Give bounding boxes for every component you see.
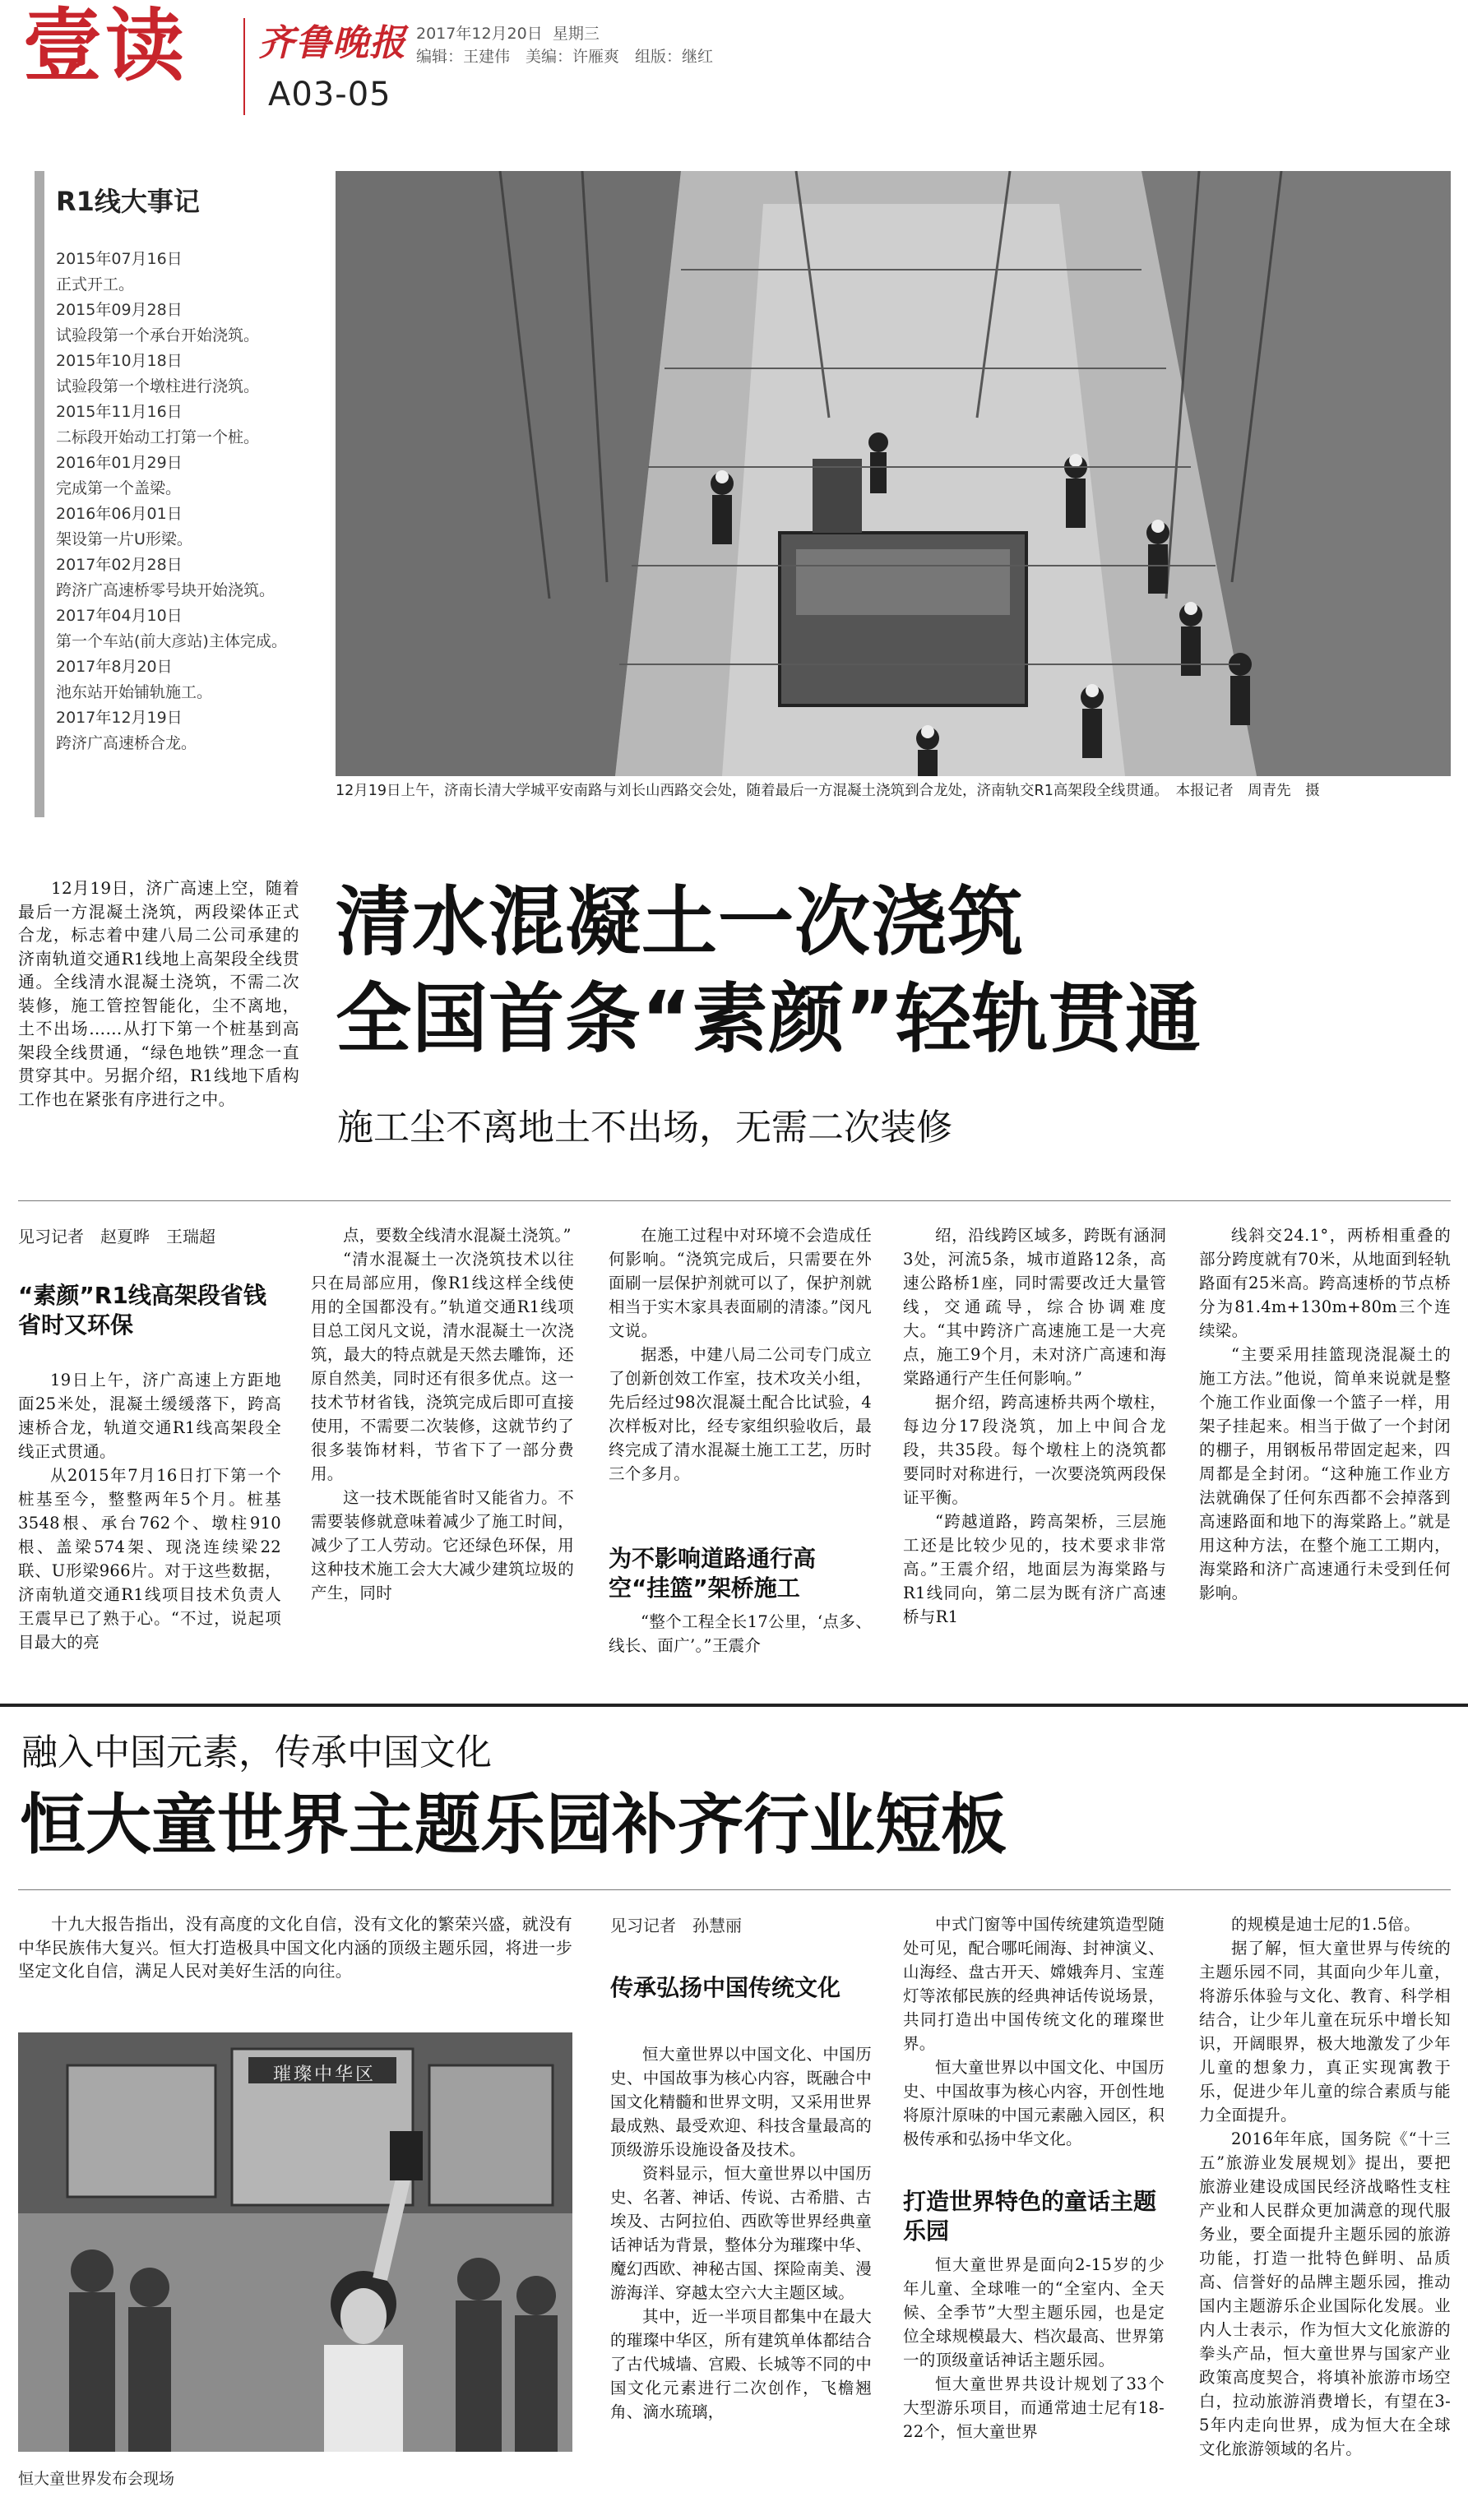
timeline-event: 跨济广高速桥合龙。 [56, 734, 197, 752]
header-date [416, 21, 600, 44]
story1-col4 [903, 1223, 1166, 1629]
paragraph: 的规模是迪士尼的1.5倍。 [1231, 1915, 1420, 1934]
paragraph: 据介绍，跨高速桥共两个墩柱，每边分17段浇筑，加上中间合龙段，共35段。每个墩柱上的浇筑都要同时对称进行，一次要浇筑两段保证平衡。 [903, 1393, 1166, 1507]
paragraph: 恒大童世界以中国文化、中国历史、中国故事为核心内容，开创性地将原汁原味的中国元素融入园区，积极传承和弘扬中华文化。 [903, 2058, 1165, 2148]
reporters: 见习记者 赵夏晔 王瑞超 [18, 1227, 215, 1246]
timeline-bar [35, 171, 44, 817]
timeline-date: 2016年01月29日 [56, 454, 183, 472]
timeline-title: R1线大事记 [56, 186, 200, 217]
headline-line2: 全国首条“素颜”轻轨贯通 [336, 975, 1202, 1063]
story2-col1 [610, 2042, 872, 2424]
paragraph: “主要采用挂篮现浇混凝土的施工方法。”他说，简单来说就是整个施工作业面像一个篮子一样，用架子挂起来。相当于做了一个封闭的棚子，用钢板吊带固定起来，四周都是全封闭。“这种施工作业方法就确保了任何东西都不会掉落到高速路面和地下的海棠路上。”就是用这种方法，在整个施工工期内，海棠路和济广高速通行未受到任何影响。 [1199, 1345, 1451, 1602]
timeline-date: 2017年04月10日 [56, 607, 183, 625]
paragraph: 在施工过程中对环境不会造成任何影响。“浇筑完成后，只需要在外面刷一层保护剂就可以了，保护剂就相当于实木家具表面刷的清漆。”闵凡文说。 [609, 1226, 872, 1340]
story1-rule [18, 1200, 1451, 1201]
timeline-date: 2017年8月20日 [56, 658, 173, 676]
timeline-event: 完成第一个盖梁。 [56, 479, 182, 497]
paragraph: 从2015年7月16日打下第一个桩基至今，整整两年5个月。桩基3548根、承台762个、墩柱910根、盖梁574架、现浇连续梁22联、U形梁966片。对于这些数据，济南轨道交通R1线项目技术负责人王震早已了熟于心。“不过，说起项目最大的亮 [18, 1466, 281, 1652]
paragraph: 据悉，中建八局二公司专门成立了创新创效工作室，技术攻关小组，先后经过98次混凝土配合比试验，4次样板对比，经专家组织验收后，最终完成了清水混凝土施工工艺，历时三个多月。 [609, 1345, 872, 1483]
timeline-date: 2017年02月28日 [56, 556, 183, 574]
headline-line1: 清水混凝土一次浇筑 [336, 878, 1025, 966]
story1-col2 [311, 1223, 574, 1605]
paragraph: 恒大童世界是面向2-15岁的少年儿童、全球唯一的“全室内、全天候、全季节”大型主题乐园，也是定位全球规模最大、档次最高、世界第一的顶级童话神话主题乐园。 [903, 2255, 1165, 2370]
story1-col1 [18, 1368, 281, 1654]
story1-col3 [609, 1223, 872, 1486]
header-staff: 编辑：王建伟 美编：许雁爽 组版：继红 [416, 48, 714, 66]
story2-subhead2: 打造世界特色的童话主题乐园 [903, 2188, 1157, 2245]
timeline-date: 2015年10月18日 [56, 352, 183, 370]
story2-lead [18, 1912, 572, 1983]
timeline-event: 正式开工。 [56, 275, 135, 294]
story2-col3 [1199, 1912, 1451, 2461]
paragraph: 其中，近一半项目都集中在最大的璀璨中华区，所有建筑单体都结合了古代城墙、宫殿、长城等不同的中国文化元素进行二次创作，飞檐翘角、滴水琉璃， [610, 2307, 872, 2421]
paragraph: 中式门窗等中国传统建筑造型随处可见，配合哪吒闹海、封神演义、山海经、盘古开天、嫦娥奔月、宝莲灯等浓郁民族的经典神话传说场景，共同打造出中国传统文化的璀璨世界。 [903, 1915, 1165, 2053]
story2-lead-paragraph: 十九大报告指出，没有高度的文化自信，没有文化的繁荣兴盛，就没有中华民族伟大复兴。恒大打造极具中国文化内涵的顶级主题乐园，将进一步坚定文化自信，满足人民对美好生活的向往。 [18, 1914, 572, 1981]
event-photo-caption: 恒大童世界发布会现场 [18, 2470, 175, 2488]
paragraph: “整个工程全长17公里，‘点多、线长、面广’。”王震介 [609, 1612, 872, 1655]
timeline-date: 2015年11月16日 [56, 403, 183, 421]
event-photo [18, 2032, 572, 2452]
photo-banner: 璀璨中华区 [273, 2065, 377, 2085]
paragraph: 绍，沿线跨区域多，跨既有涵洞3处，河流5条，城市道路12条，高速公路桥1座，同时需要改迁大量管线，交通疏导，综合协调难度大。“其中跨济广高速施工是一大亮点，施工9个月，未对济广高速和海棠路通行产生任何影响。” [903, 1226, 1166, 1388]
timeline-event: 架设第一片U形梁。 [56, 530, 192, 548]
paragraph: 2016年年底，国务院《“十三五”旅游业发展规划》提出，要把旅游业建设成国民经济战略性支柱产业和人民群众更加满意的现代服务业，要全面提升主题乐园的旅游功能，打造一批特色鲜明、品质高、信誉好的品牌主题乐园，推动国内主题游乐企业国际化发展。业内人士表示，作为恒大文化旅游的拳头产品，恒大童世界与国家产业政策高度契合，将填补旅游市场空白，拉动旅游消费增长，有望在3-5年内走向世界，成为恒大在全球文化旅游领域的名片。 [1199, 2129, 1451, 2458]
paragraph: “跨越道路，跨高架桥，三层施工还是比较少见的，技术要求非常高。”王震介绍，地面层为海棠路与R1线同向，第二层为既有济广高速桥与R1 [903, 1512, 1166, 1626]
theme-park-event-illustration [18, 2032, 572, 2452]
story2-subhead1: 传承弘扬中国传统文化 [610, 1974, 841, 2001]
timeline-list [56, 247, 296, 756]
page-number: A03-05 [268, 76, 391, 113]
timeline-event: 跨济广高速桥零号块开始浇筑。 [56, 581, 276, 599]
paragraph: “清水混凝土一次浇筑技术以往只在局部应用，像R1线这样全线使用的全国都没有。”轨道交通R1线项目总工闵凡文说，清水混凝土一次浇筑，最大的特点就是天然去雕饰，还原自然美，同时还有很多优点。这一技术节材省钱，浇筑完成后即可直接使用，不需要二次装修，这就节约了很多装饰材料，节省下了一部分费用。 [311, 1250, 574, 1483]
paragraph: 线斜交24.1°，两桥相重叠的部分跨度就有70米，从地面到轻轨路面有25米高。跨高速桥的节点桥分为81.4m+130m+80m三个连续梁。 [1199, 1226, 1451, 1340]
paragraph: 资料显示，恒大童世界以中国历史、名著、神话、传说、古希腊、古埃及、古阿拉伯、西欧等世界经典童话神话为背景，整体分为璀璨中华、魔幻西欧、神秘古国、探险南美、漫游海洋、穿越太空六大主题区域。 [610, 2164, 872, 2302]
paragraph: 这一技术既能省时又能省力。不需要装修就意味着减少了施工时间，减少了工人劳动。它还绿色环保，用这种技术施工会大大减少建筑垃圾的产生，同时 [311, 1488, 574, 1602]
story1-subhead1: “素颜”R1线高架段省钱省时又环保 [18, 1282, 266, 1339]
story2-headline: 恒大童世界主题乐园补齐行业短板 [20, 1787, 1007, 1863]
lead-paragraph: 12月19日，济广高速上空，随着最后一方混凝土浇筑，两段梁体正式合龙，标志着中建八局二公司承建的济南轨道交通R1线地上高架段全线贯通。全线清水混凝土浇筑，不需二次装修，施工管控智能化，尘不离地，土不出场……从打下第一个桩基到高架段全线贯通，“绿色地铁”理念一直贯穿其中。另据介绍，R1线地下盾构工作也在紧张有序进行之中。 [18, 878, 299, 1109]
paragraph: 恒大童世界以中国文化、中国历史、中国故事为核心内容，既融合中国文化精髓和世界文明，又采用世界最成熟、最受欢迎、科技含量最高的顶级游乐设施设备及技术。 [610, 2045, 872, 2159]
section-rule [0, 1704, 1468, 1707]
timeline-event: 试验段第一个墩柱进行浇筑。 [56, 377, 260, 395]
timeline-date: 2017年12月19日 [56, 709, 183, 727]
story2-rule [18, 1889, 1451, 1890]
story1-col5 [1199, 1223, 1451, 1605]
subheadline: 施工尘不离地土不出场，无需二次装修 [337, 1107, 952, 1149]
timeline-event: 第一个车站(前大彦站)主体完成。 [56, 632, 287, 650]
story1-col3-cont [609, 1610, 872, 1658]
date-text: 2017年12月20日 [416, 25, 543, 43]
construction-photo [336, 171, 1451, 776]
bridge-construction-illustration [336, 171, 1451, 776]
photo-caption: 12月19日上午，济南长清大学城平安南路与刘长山西路交会处，随着最后一方混凝土浇筑到合龙处，济南轨交R1高架段全线贯通。 本报记者 周青先 摄 [336, 783, 1320, 799]
paragraph: 19日上午，济广高速上方距地面25米处，混凝土缓缓落下，跨高速桥合龙，轨道交通R1线高架段全线正式贯通。 [18, 1371, 281, 1461]
story2-kicker: 融入中国元素，传承中国文化 [21, 1732, 492, 1773]
paragraph: 点，要数全线清水混凝土浇筑。” [343, 1226, 572, 1245]
paragraph: 恒大童世界共设计规划了33个大型游乐项目，而通常迪士尼有18-22个，恒大童世界 [903, 2374, 1165, 2441]
weekday-text: 星期三 [552, 25, 600, 43]
story1-lead [18, 876, 299, 1111]
newspaper-logo: 齐鲁晚报 [258, 22, 406, 64]
story1-subhead2: 为不影响道路通行高空“挂篮”架桥施工 [609, 1545, 817, 1602]
section-title: 壹读 [23, 0, 188, 92]
story2-col2-cont [903, 2253, 1165, 2444]
story2-reporter: 见习记者 孙慧丽 [610, 1916, 742, 1935]
timeline-event: 二标段开始动工打第一个桩。 [56, 428, 260, 446]
timeline-date: 2015年07月16日 [56, 250, 183, 268]
paragraph: 据了解，恒大童世界与传统的主题乐园不同，其面向少年儿童，将游乐体验与文化、教育、科学相结合，让少年儿童在玩乐中增长知识，开阔眼界，极大地激发了少年儿童的想象力，真正实现寓教于乐，促进少年儿童的综合素质与能力全面提升。 [1199, 1939, 1451, 2125]
timeline-date: 2016年06月01日 [56, 505, 183, 523]
timeline-event: 试验段第一个承台开始浇筑。 [56, 326, 260, 344]
header-divider [243, 18, 245, 115]
timeline-date: 2015年09月28日 [56, 301, 183, 319]
story2-col2 [903, 1912, 1165, 2151]
timeline-event: 池东站开始铺轨施工。 [56, 683, 213, 701]
